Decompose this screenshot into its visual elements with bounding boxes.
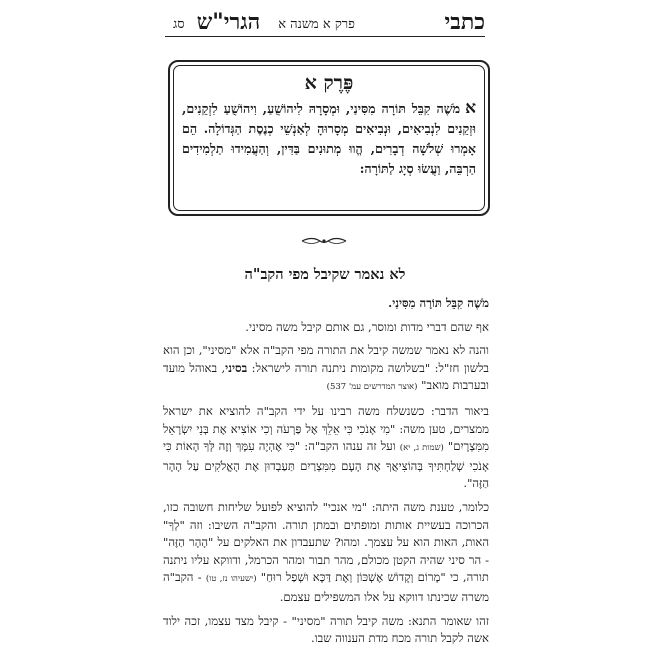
source-reference: (שמות ג, יא) [399,443,444,454]
paragraph-2-text-b: , באוהל מועד ובערבות מואב" [163,360,489,393]
paragraph-4-text-a: כלומר, טענת משה היתה: "מי אנכי" להוציא לפועל שליחות חשובה כזו, הכרוכה בעשיית אותות ומופתים ובמתן תורה. והקב"ה השיבו: וזה "לְךָ" האות, האות הוא על עצמך. ומהו? שתעבדון את האלקים על "הָהָר הַזֶּה" - הר סיני שהיה הקטן מכולם, מהר תבור ומהר הכרמל, ודווקא עליו ניתנה תורה, כי "מָרוֹם וְקָדוֹשׁ אֶשְׁכּוֹן וְאֶת דַּכָּא וּשְׁפַל רוּחַ" [163,499,490,585]
paragraph-4-text-b: - הקב"ה משרה שכינתו דווקא על אלו המשפילים עצמם. [163,570,489,604]
book-title-left: הגרי"ש [196,9,261,35]
page-number: סג [173,17,185,32]
book-title-right: כתבי [444,9,485,35]
paragraph-3-text-a: ביאור הדבר: כשנשלח משה רבינו על ידי הקב"ה להוציא את ישראל ממצרים, טען משה: "מִי אָנֹכִי כִּי אֵלֵךְ אֶל פַּרְעֹה וְכִי אוֹצִיא אֶת בְּנֵי יִשְׂרָאֵל מִמִּצְרָיִם" [163,403,490,454]
commentary-body [163,295,489,654]
commentary-paragraph-5: זהו שאומר התנא: משה קיבל תורה "מסיני" - קיבל מצד עצמו, זכה ילוד אשה לקבל תורה מכח מדת הענווה שבו. [163,613,489,646]
lemma: מֹשֶׁה קִבֵּל תּוֹרָה מִסִּינַי. [388,296,489,310]
commentary-paragraph-3 [163,403,489,493]
source-reference: (אוצר המדרשים עמ' 537) [326,382,418,393]
chapter-title: פֶּרֶק א [304,72,354,94]
lemma-paragraph [163,295,489,313]
mishnah-letter: א [465,98,476,118]
paragraph-2-bold: בסיני [225,360,248,375]
ornament-divider-icon [300,236,348,246]
mishnah-text-block [182,98,476,179]
commentary-paragraph-4 [163,499,489,607]
commentary-paragraph-1: אף שהם דברי מדות ומוסר, גם אותם קיבל משה מסיני. [245,319,489,334]
source-reference: (ישעיהו נז, טו) [205,574,257,585]
mishnah-text: מֹשֶׁה קִבֵּל תּוֹרָה מִסִּינַי, וּמְסָרָהּ לִיהוֹשֻׁעַ, וִיהוֹשֻׁעַ לִזְקֵנִים, וּזְקֵנִים לִנְבִיאִים, וּנְבִיאִים מְסָרוּהָ לְאַנְשֵׁי כְנֶסֶת הַגְּדוֹלָה. הֵם אָמְרוּ שְׁלֹשָׁה דְבָרִים, הֱווּ מְתוּנִים בַּדִּין, וְהַעֲמִידוּ תַלְמִידִים הַרְבֵּה, וַעֲשׂוּ סְיָג לַתּוֹרָה: [182,101,476,176]
chapter-location: פרק א משנה א [278,17,355,32]
paragraph-2-text-a: והנה לא נאמר שמשה קיבל את התורה מפי הקב"ה אלא "מסיני", וכן הוא בלשון חז"ל: "בשלושה מקומות ניתנה תורה לישראל: [163,343,489,375]
mishnah-frame [168,60,490,216]
section-title: לא נאמר שקיבל מפי הקב"ה [244,266,406,283]
header-left-group [165,10,260,36]
paragraph-3-text-b: ועל זה ענהו הקב"ה: "כִּי אֶהְיֶה עִמָּךְ וְזֶה לְּךָ הָאוֹת כִּי אָנֹכִי שְׁלַחְתִּיךָ בְּהוֹצִיאֲךָ אֶת הָעָם מִמִּצְרַיִם תַּעַבְדוּן אֶת הָאֱלֹקִים עַל הָהָר הַזֶּה". [163,439,489,491]
running-header [165,8,485,37]
commentary-paragraph-2 [163,342,489,397]
